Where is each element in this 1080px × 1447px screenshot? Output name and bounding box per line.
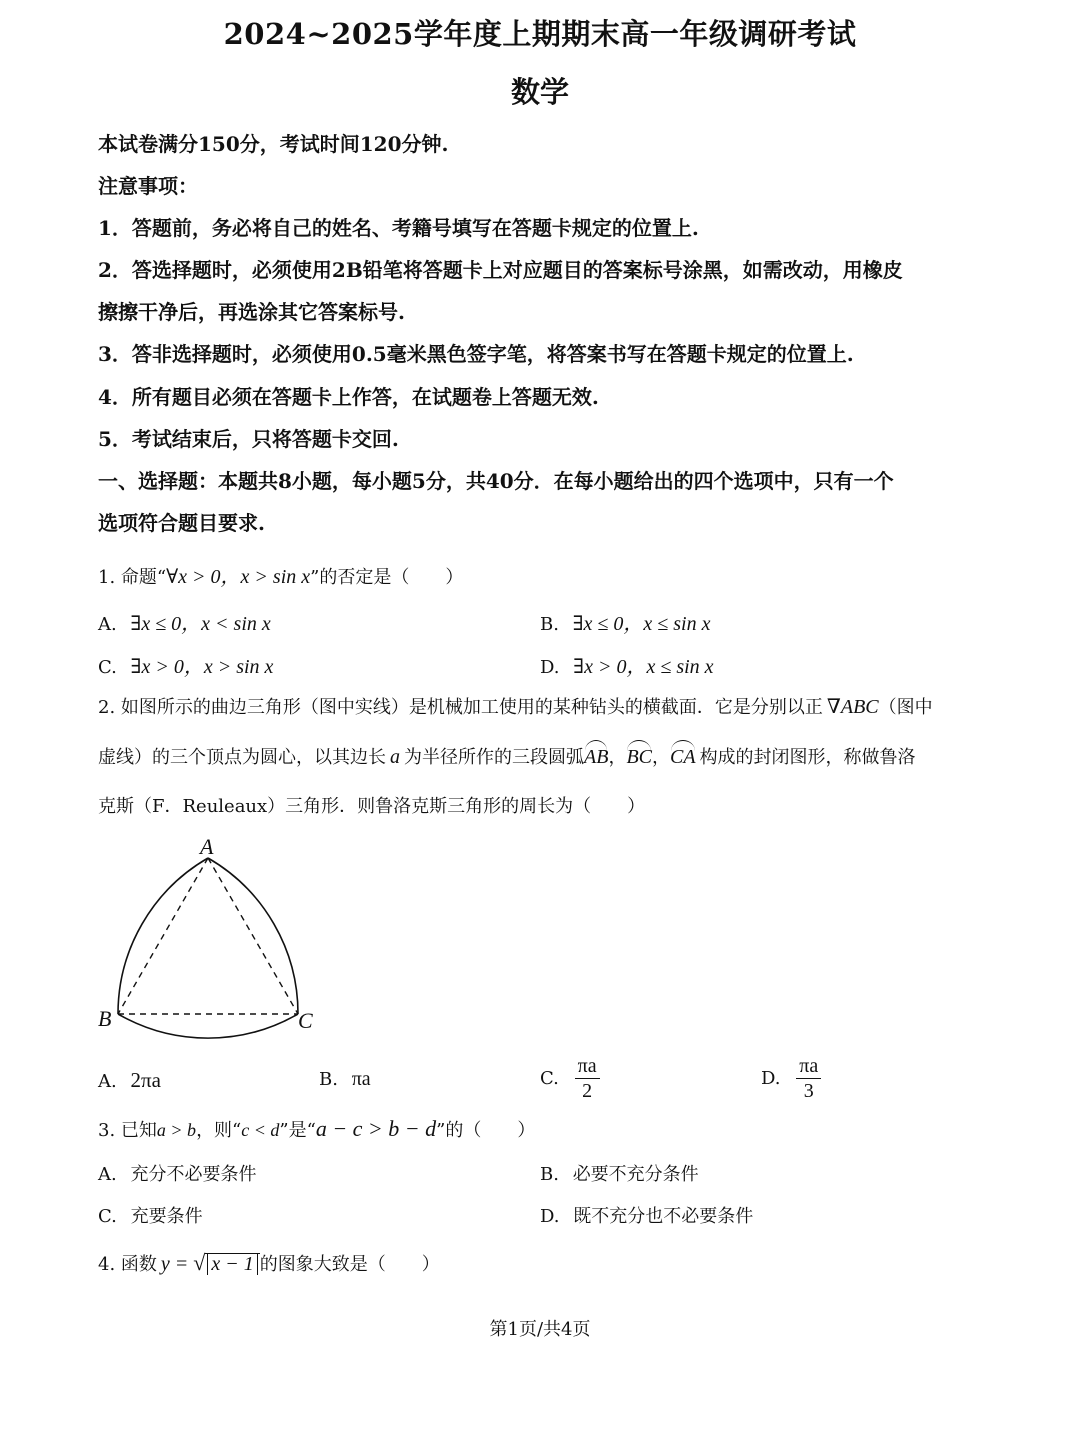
q2-option-c[interactable] bbox=[540, 1054, 600, 1103]
numerator: πa bbox=[796, 1054, 821, 1079]
q2-text: （图中 bbox=[878, 697, 933, 718]
reuleaux-triangle-figure bbox=[90, 830, 330, 1040]
q4-radicand: x − 1 bbox=[207, 1253, 257, 1275]
side-ac-dashed bbox=[208, 858, 298, 1014]
q4-lhs: y = bbox=[160, 1253, 194, 1275]
q2-option-d[interactable] bbox=[761, 1054, 821, 1103]
vertex-label-c: C bbox=[298, 1008, 313, 1033]
q3-option-a[interactable] bbox=[98, 1160, 256, 1186]
option-label: A. bbox=[98, 1071, 117, 1092]
section-heading-cont: 选项符合题目要求. bbox=[98, 511, 265, 535]
vertex-label-a: A bbox=[200, 834, 214, 859]
exam-info: 本试卷满分150分，考试时间120分钟. bbox=[98, 132, 449, 156]
q3-text: ”的（ ） bbox=[436, 1120, 536, 1141]
q3-text: 3. 已知 bbox=[98, 1120, 157, 1141]
option-label: B. bbox=[540, 614, 559, 635]
q2-text: 虚线）的三个顶点为圆心，以其边长 bbox=[98, 747, 386, 768]
notice-item-1: 1．答题前，务必将自己的姓名、考籍号填写在答题卡规定的位置上. bbox=[98, 216, 699, 240]
q4-text: 4. 函数 bbox=[98, 1254, 157, 1275]
numerator: πa bbox=[575, 1054, 600, 1079]
separator: ， bbox=[652, 747, 670, 768]
option-text: 充要条件 bbox=[130, 1206, 203, 1227]
q2-option-b[interactable] bbox=[319, 1068, 371, 1091]
notice-item-4: 4．所有题目必须在答题卡上作答，在试题卷上答题无效. bbox=[98, 385, 599, 409]
arc-ab: AB bbox=[584, 746, 608, 769]
q3-text: ，则“ bbox=[196, 1120, 242, 1141]
sqrt-body bbox=[205, 1253, 259, 1275]
q1-prefix: 1. 命题“ bbox=[98, 567, 167, 588]
option-text: ∃x ≤ 0，x ≤ sin x bbox=[572, 613, 711, 635]
notice-item-2: 2．答选择题时，必须使用2B铅笔将答题卡上对应题目的答案标号涂黑，如需改动，用橡皮 bbox=[98, 258, 903, 282]
q2-triangle: ∇ABC bbox=[826, 696, 879, 718]
question-3-stem bbox=[98, 1116, 535, 1142]
side-ab-dashed bbox=[118, 858, 208, 1014]
option-text: 2πa bbox=[130, 1068, 161, 1092]
section-heading: 一、选择题：本题共8小题，每小题5分，共40分．在每小题给出的四个选项中，只有一个 bbox=[98, 469, 894, 493]
arc-bc: BC bbox=[626, 746, 652, 769]
arc-bc-curve bbox=[118, 1014, 298, 1038]
denominator: 2 bbox=[582, 1080, 593, 1102]
q2-text: 构成的封闭图形，称做鲁洛 bbox=[699, 747, 916, 768]
option-text: 必要不充分条件 bbox=[572, 1164, 699, 1185]
fraction bbox=[575, 1054, 600, 1103]
option-label: C. bbox=[540, 1068, 559, 1089]
arc-ca: CA bbox=[670, 746, 696, 769]
q3-statement-p: c < d bbox=[241, 1120, 280, 1140]
option-label: B. bbox=[319, 1069, 338, 1090]
notice-item-3: 3．答非选择题时，必须使用0.5毫米黑色签字笔，将答案书写在答题卡规定的位置上. bbox=[98, 342, 854, 366]
separator: ， bbox=[608, 747, 627, 768]
option-label: C. bbox=[98, 657, 117, 678]
q3-option-c[interactable] bbox=[98, 1202, 203, 1228]
option-label: A. bbox=[98, 614, 117, 635]
notice-heading: 注意事项： bbox=[98, 174, 198, 198]
question-2-line-2 bbox=[98, 743, 916, 769]
notice-item-2-cont: 擦擦干净后，再选涂其它答案标号. bbox=[98, 300, 405, 324]
q2-text: 2. 如图所示的曲边三角形（图中实线）是机械加工使用的某种钻头的横截面．它是分别以正 bbox=[98, 697, 823, 718]
question-1-stem bbox=[98, 560, 463, 589]
q3-option-b[interactable] bbox=[540, 1160, 699, 1186]
notice-item-5: 5．考试结束后，只将答题卡交回. bbox=[98, 427, 399, 451]
vertex-label-b: B bbox=[98, 1006, 112, 1031]
q1-option-c[interactable] bbox=[98, 650, 273, 679]
q3-text: ”是“ bbox=[279, 1120, 316, 1141]
option-text: πa bbox=[351, 1068, 371, 1090]
option-text: ∃x > 0，x ≤ sin x bbox=[573, 656, 714, 678]
option-text: ∃x ≤ 0，x < sin x bbox=[130, 613, 271, 635]
option-label: A. bbox=[98, 1164, 117, 1185]
q1-option-a[interactable] bbox=[98, 607, 271, 636]
option-label: D. bbox=[761, 1068, 781, 1089]
option-label: D. bbox=[540, 657, 560, 678]
option-label: D. bbox=[540, 1206, 560, 1227]
denominator: 3 bbox=[803, 1080, 814, 1102]
q1-option-d[interactable] bbox=[540, 650, 714, 679]
q1-expr: ∀x > 0，x > sin x bbox=[166, 566, 311, 588]
q2-text: 为半径所作的三段圆弧 bbox=[404, 747, 584, 768]
fraction bbox=[796, 1054, 821, 1103]
page-number: 第1页/共4页 bbox=[489, 1319, 591, 1340]
sqrt-icon: √ bbox=[193, 1250, 206, 1275]
q2-option-a[interactable] bbox=[98, 1068, 161, 1093]
question-4-stem bbox=[98, 1250, 440, 1276]
option-label: B. bbox=[540, 1164, 559, 1185]
q1-suffix: ”的否定是（ ） bbox=[310, 567, 464, 588]
q3-option-d[interactable] bbox=[540, 1202, 753, 1228]
q3-statement-q: a − c > b − d bbox=[315, 1116, 437, 1141]
option-text: 充分不必要条件 bbox=[130, 1164, 257, 1185]
q2-var-a: a bbox=[390, 746, 400, 768]
option-text: 既不充分也不必要条件 bbox=[573, 1206, 754, 1227]
q3-condition: a > b bbox=[156, 1120, 197, 1140]
q1-option-b[interactable] bbox=[540, 607, 710, 636]
q4-text: 的图象大致是（ ） bbox=[259, 1254, 440, 1275]
option-label: C. bbox=[98, 1206, 117, 1227]
subject-title: 数学 bbox=[510, 75, 569, 109]
option-text: ∃x > 0，x > sin x bbox=[130, 656, 274, 678]
question-2-line-3: 克斯（F．Reuleaux）三角形．则鲁洛克斯三角形的周长为（ ） bbox=[98, 796, 646, 817]
question-2-line-1 bbox=[98, 693, 933, 719]
exam-title: 2024~2025学年度上期期末高一年级调研考试 bbox=[223, 17, 857, 51]
